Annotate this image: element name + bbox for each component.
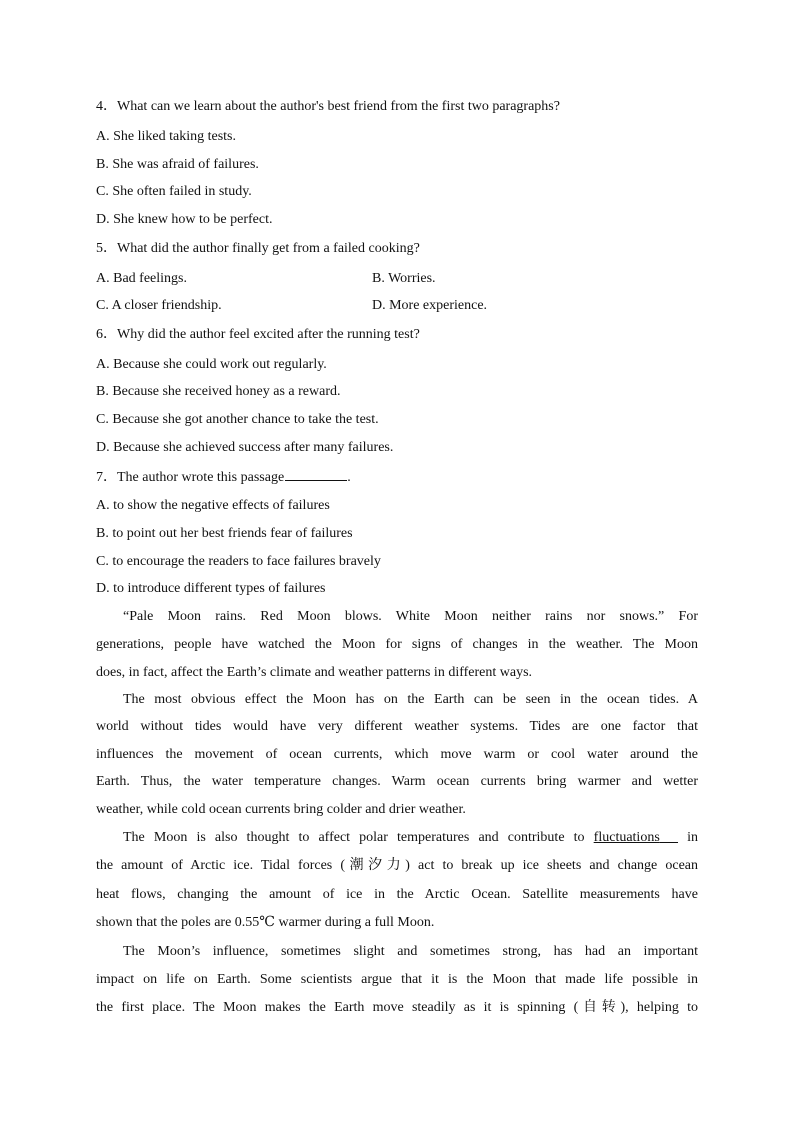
- answer-blank: [285, 466, 347, 481]
- question-5-option-c: C. A closer friendship.: [96, 298, 222, 313]
- paragraph-line: the first place. The Moon makes the Earth move steadily as it is spinning (自转), helping to: [96, 1000, 698, 1015]
- question-7-option-a: A. to show the negative effects of failures: [96, 498, 330, 513]
- question-4-option-c: C. She often failed in study.: [96, 184, 252, 199]
- question-7-option-d: D. to introduce different types of failures: [96, 581, 326, 596]
- question-6-option-c: C. Because she got another chance to take the test.: [96, 412, 379, 427]
- question-7-option-b: B. to point out her best friends fear of failures: [96, 526, 353, 541]
- question-5-option-a: A. Bad feelings.: [96, 271, 187, 286]
- paragraph-line: impact on life on Earth. Some scientists argue that it is the Moon that made life possible in: [96, 972, 698, 987]
- question-6-option-b: B. Because she received honey as a reward.: [96, 384, 341, 399]
- question-7-option-c: C. to encourage the readers to face failures bravely: [96, 554, 381, 569]
- paragraph-line: the amount of Arctic ice. Tidal forces (潮汐力) act to break up ice sheets and change ocean: [96, 858, 698, 873]
- underlined-word-fluctuations: fluctuations: [593, 830, 660, 845]
- question-4-stem: 4．What can we learn about the author's best friend from the first two paragraphs?: [96, 99, 560, 114]
- paragraph-line: heat flows, changing the amount of ice in the Arctic Ocean. Satellite measurements have: [96, 887, 698, 902]
- question-7-stem: [96, 466, 351, 488]
- underline-tail: [660, 830, 678, 845]
- question-7-stem-text: 7．The author wrote this passage: [96, 470, 285, 485]
- paragraph-text: in: [687, 830, 699, 845]
- question-6-option-a: A. Because she could work out regularly.: [96, 357, 327, 372]
- question-4-option-b: B. She was afraid of failures.: [96, 157, 259, 172]
- question-5-option-d: D. More experience.: [372, 298, 488, 313]
- question-4-option-d: D. She knew how to be perfect.: [96, 212, 273, 227]
- question-6-option-d: D. Because she achieved success after many failures.: [96, 440, 394, 455]
- question-5-stem: 5．What did the author finally get from a failed cooking?: [96, 241, 420, 256]
- paragraph-line: influences the movement of ocean currents, which move warm or cool water around the: [96, 747, 698, 762]
- paragraph-line: The most obvious effect the Moon has on the Earth can be seen in the ocean tides. A: [123, 692, 698, 707]
- question-6-stem: 6．Why did the author feel excited after the running test?: [96, 327, 420, 342]
- paragraph-line: weather, while cold ocean currents bring colder and drier weather.: [96, 802, 466, 817]
- paragraph-line: The Moon’s influence, sometimes slight and sometimes strong, has had an important: [123, 944, 698, 959]
- paragraph-line: does, in fact, affect the Earth’s climate and weather patterns in different ways.: [96, 665, 533, 680]
- question-5-option-b: B. Worries.: [372, 271, 436, 286]
- paragraph-line: world without tides would have very different weather systems. Tides are one factor that: [96, 719, 698, 734]
- paragraph-line: [123, 828, 698, 848]
- question-7-stem-end: .: [347, 470, 351, 485]
- paragraph-text: The Moon is also thought to affect polar temperatures and contribute to: [123, 830, 585, 845]
- paragraph-line: “Pale Moon rains. Red Moon blows. White Moon neither rains nor snows.” For: [123, 609, 698, 624]
- paragraph-line: Earth. Thus, the water temperature changes. Warm ocean currents bring warmer and wetter: [96, 774, 698, 789]
- paragraph-line: generations, people have watched the Moon for signs of changes in the weather. The Moon: [96, 637, 698, 652]
- question-4-option-a: A. She liked taking tests.: [96, 129, 236, 144]
- paragraph-line: shown that the poles are 0.55℃ warmer during a full Moon.: [96, 915, 435, 930]
